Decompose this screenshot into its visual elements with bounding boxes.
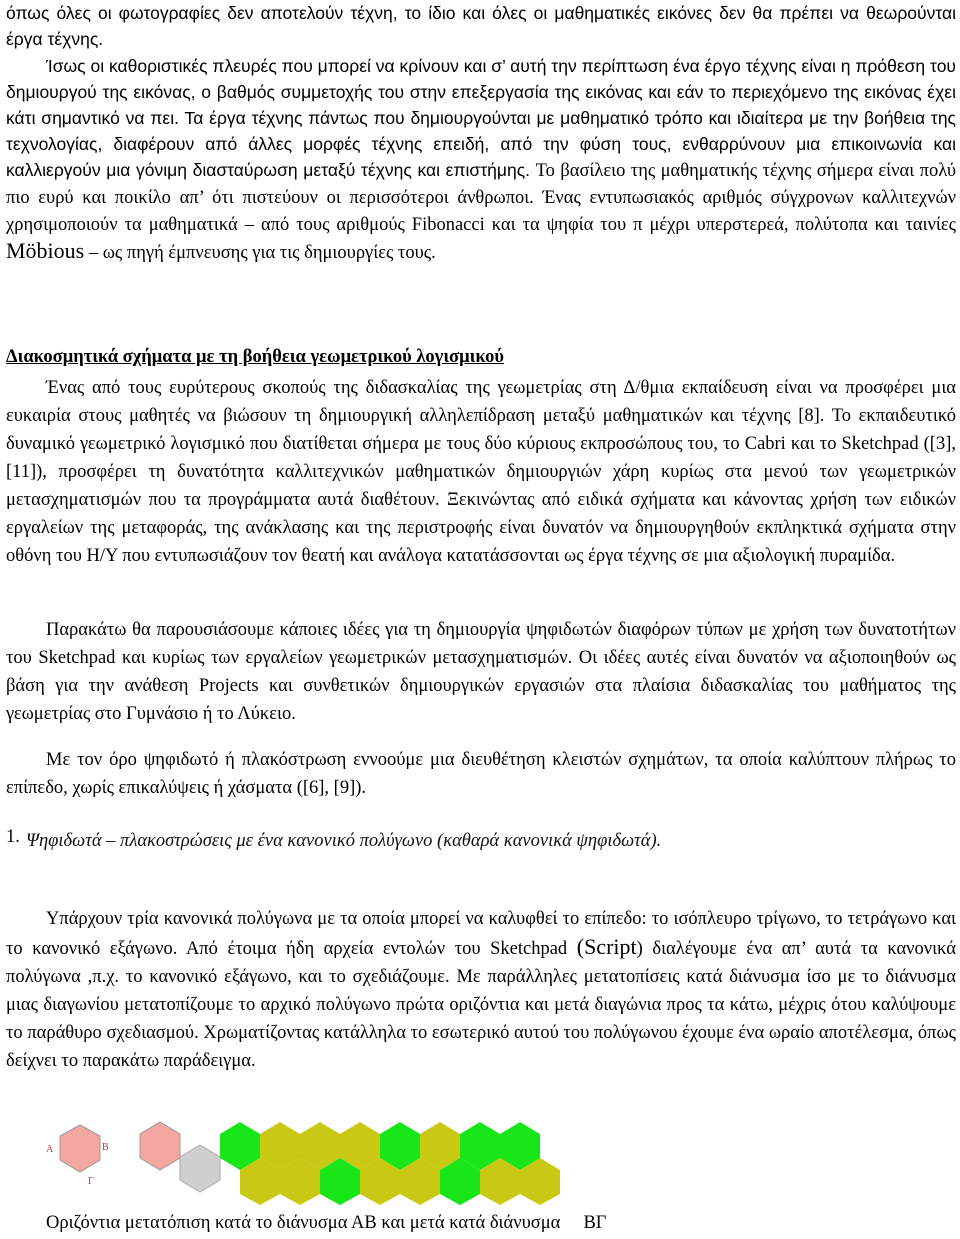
paragraph-7-part-c: ) διαλέγουμε ένα απ’ αυτά τα κανονικά πολύγωνα ,π.χ. το κανονικό εξάγωνο, και το σχεδιάζουμε. Με παράλληλες μετατοπίσεις κατά διάνυσμα ίσο με το διάνυσμα μιας διαγωνίου μετατοπίζουμε το αρχικό πολύγωνο πρώτα οριζόντια και μετά διαγώνια προς τα κάτω, μέχρις ότου καλύψουμε το παράθυρο σχεδιασμού. Χρωματίζοντας κατάλληλα το εσωτερικό αυτού του πολύγωνου έχουμε ένα ωραίο αποτέλεσμα, όπως δείχνει το παρακάτω παράδειγμα.	[6, 939, 956, 1071]
hexagon-pink	[60, 1125, 100, 1172]
script-word: (Script	[576, 934, 637, 959]
list-item-title: Ψηφιδωτά – πλακοστρώσεις με ένα κανονικό πολύγωνο (καθαρά κανονικά ψηφιδωτά).	[26, 831, 662, 851]
hexagon-grey	[180, 1145, 220, 1192]
hexagon-tiling-figure	[40, 1100, 560, 1205]
paragraph-1: όπως όλες οι φωτογραφίες δεν αποτελούν τέχνη, το ίδιο και όλες οι μαθηματικές εικόνες δεν θα πρέπει να θεωρούνται έργα τέχνης.	[6, 3, 956, 49]
point-label-g: Γ	[88, 1176, 94, 1187]
paragraph-2-text: Ίσως οι καθοριστικές πλευρές που μπορεί να κρίνουν και σ’ αυτή την περίπτωση ένα έργο τέχνης είναι η πρόθεση του δημιουργού της εικόνας, ο βαθμός συμμετοχής του στην επεξεργασία της εικόνας και εάν το περιεχόμενο της εικόνας έχει κάτι σημαντικό να πει. Τα έργα τέχνης πάντως που δημιουργούνται με μαθηματικό τρόπο και ιδιαίτερα με την βοήθεια της τεχνολογίας, διαφέρουν από άλλες μορφές τέχνης επειδή, από την φύση τους, ενθαρρύνουν μια επικοινωνία και καλλιεργούν μια γόνιμη διασταύρωση μεταξύ τέχνης και επιστήμης.	[6, 56, 956, 180]
paragraph-2	[6, 53, 956, 266]
section-heading: Διακοσμητικά σχήματα με τη βοήθεια γεωμετρικού λογισμικού	[6, 347, 504, 367]
paragraph-3-part-c: – ως πηγή έμπνευσης για τις δημιουργίες τους.	[84, 243, 436, 263]
paragraph-4: Ένας από τους ευρύτερους σκοπούς της διδασκαλίας της γεωμετρίας στη Δ/θμια εκπαίδευση είναι να προσφέρει μια ευκαιρία στους μαθητές να βιώσουν τη δημιουργική αλληλεπίδραση μεταξύ μαθηματικών και τέχνης [8]. Το εκπαιδευτικό δυναμικό γεωμετρικό λογισμικό που διατίθεται σήμερα με τους δύο κύριους εκπροσώπους του, το Cabri και το Sketchpad ([3], [11]), προσφέρει τη δυνατότητα καλλιτεχνικών μαθηματικών δημιουργιών χάρη κυρίως στα μενού των γεωμετρικών μετασχηματισμών που τα προγράμματα αυτά διαθέτουν. Ξεκινώντας από ειδικά σχήματα και κάνοντας χρήση των ειδικών εργαλείων της μεταφοράς, της ανάκλασης και της περιστροφής είναι δυνατόν να δημιουργηθούν εκπληκτικά σχήματα στην οθόνη του Η/Υ που εντυπωσιάζουν τον θεατή και ανάλογα κατατάσσονται ως έργα τέχνης σε μια αξιολογική πυραμίδα.	[6, 378, 956, 566]
mobius-word: Möbious	[6, 238, 85, 263]
hexagon-pink	[140, 1122, 180, 1170]
list-number: 1.	[6, 827, 20, 847]
paragraph-5: Παρακάτω θα παρουσιάσουμε κάποιες ιδέες για τη δημιουργία ψηφιδωτών διαφόρων τύπων με χρήση των δυνατοτήτων του Sketchpad και κυρίως των εργαλείων γεωμετρικών μετασχηματισμών. Οι ιδέες αυτές είναι δυνατόν να αξιοποιηθούν ως βάση για την ανάθεση Projects και συνθετικών δημιουργικών εργασιών στα πλαίσια διδασκαλίας του μαθήματος της γεωμετρίας στο Γυμνάσιο ή το Λύκειο.	[6, 620, 956, 724]
paragraph-6: Με τον όρο ψηφιδωτό ή πλακόστρωση εννοούμε μια διευθέτηση κλειστών σχημάτων, τα οποία καλύπτουν πλήρως το επίπεδο, χωρίς επικαλύψεις ή χάσματα ([6], [9]).	[6, 750, 956, 798]
paragraph-7	[6, 905, 956, 1075]
point-label-a: Α	[46, 1144, 54, 1155]
paragraph-7-part-a: Υπάρχουν τρία κανονικά πολύγωνα με τα οποία μπορεί να καλυφθεί το επίπεδο: το ισόπλευρο τρίγωνο, το τετράγωνο και το κανονικό εξάγωνο. Από έτοιμα ήδη αρχεία εντολών του Sketchpad	[6, 909, 956, 959]
figure-caption: Οριζόντια μετατόπιση κατά το διάνυσμα ΑΒ και μετά κατά διάνυσμα ΒΓ	[46, 1213, 607, 1233]
paragraph-3-part-a: Το βασίλειο της μαθηματικής τέχνης σήμερα είναι πολύ πιο ευρύ και ποικίλο απ’ ότι πιστεύουν οι περισσότεροι άνθρωποι. Ένας εντυπωσιακός αριθμός σύγχρονων καλλιτεχνών χρησιμοποιούν τα μαθηματικά – από τους αριθμούς Fibonacci και τα ψηφία του π μέχρι υπερστερεά, πολύτοπα και ταινίες	[6, 161, 956, 235]
point-label-b: Β	[102, 1142, 109, 1153]
